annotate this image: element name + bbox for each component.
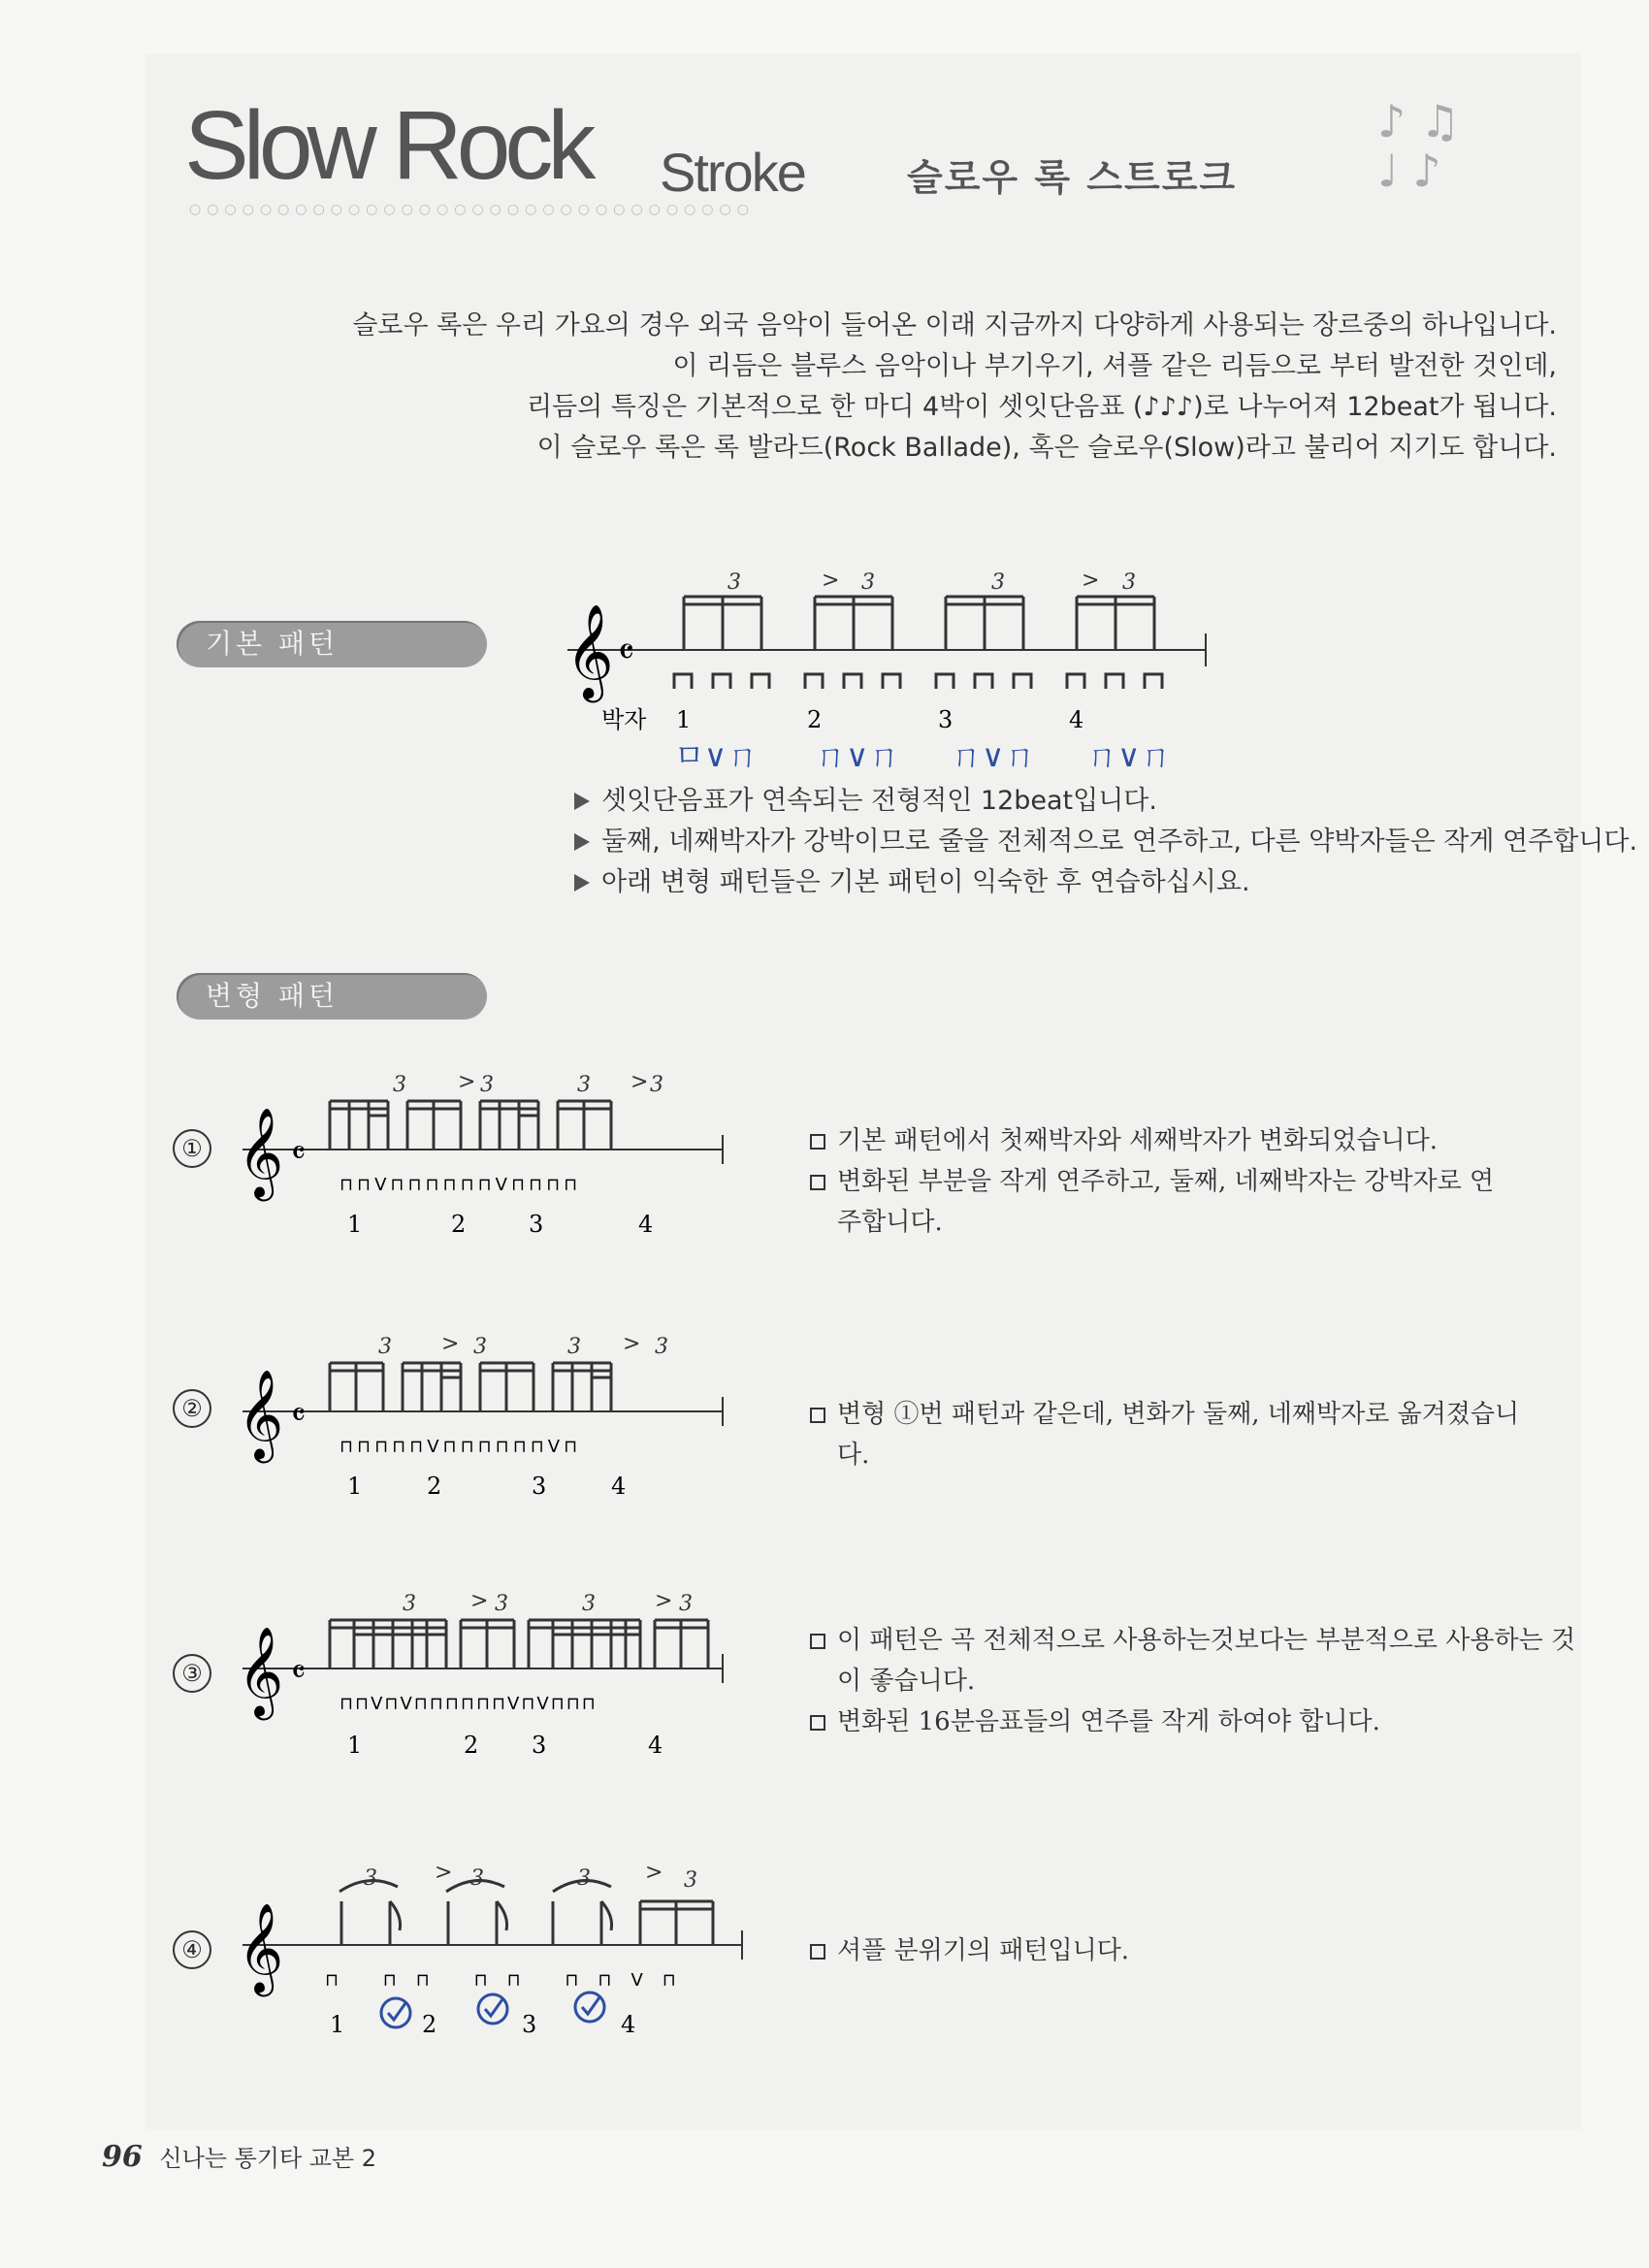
accent-mark: >: [645, 1861, 663, 1885]
basic-staff-svg: [558, 567, 1217, 776]
triplet-mark: 3: [393, 1073, 406, 1097]
pattern-4-notes: [810, 1930, 1489, 1971]
triplet-mark: 3: [567, 1335, 581, 1359]
accent-mark: >: [655, 1589, 673, 1613]
triplet-mark: 3: [473, 1335, 487, 1359]
common-time-icon: 𝄴: [291, 1396, 307, 1435]
accent-mark: >: [822, 568, 840, 593]
triplet-mark: 3: [650, 1073, 663, 1097]
triangle-bullet-icon: [574, 793, 590, 810]
triplet-mark: 3: [470, 1866, 484, 1891]
triplet-mark: 3: [378, 1335, 392, 1359]
beat-number: 3: [532, 1732, 547, 1759]
accent-mark: >: [623, 1332, 641, 1356]
checkbox-square-icon: [810, 1408, 825, 1423]
music-notes-icon: ♪ ♫ ♩ ♪: [1377, 95, 1461, 197]
triplet-mark: 3: [495, 1592, 508, 1616]
triplet-mark: 3: [728, 570, 741, 595]
intro-line: 이 슬로우 록은 록 발라드(Rock Ballade), 혹은 슬로우(Slow)라고 불리어 지기도 합니다.: [536, 433, 1557, 463]
triplet-groups: [684, 597, 1154, 650]
intro-line: 슬로우 록은 우리 가요의 경우 외국 음악이 들어온 이래 지금까지 다양하게 사용되는 장르중의 하나입니다.: [352, 310, 1557, 340]
page-subtitle: Stroke: [660, 142, 805, 203]
note-item: 변화된 부분을 작게 연주하고, 둘째, 네째박자는 강박자로 연주합니다.: [810, 1161, 1508, 1243]
treble-clef-icon: 𝄞: [238, 1902, 284, 1993]
beat-number: 3: [522, 2011, 537, 2038]
triangle-bullet-icon: [574, 874, 590, 891]
beat-number: 2: [807, 706, 823, 733]
triangle-bullet-icon: [574, 833, 590, 851]
bullet-item: 둘째, 네째박자가 강박이므로 줄을 전체적으로 연주하고, 다른 약박자들은 작게 연주합니다.: [574, 822, 1637, 862]
beat-number: 4: [611, 1473, 627, 1500]
beat-number: 3: [938, 706, 954, 733]
treble-clef-icon: 𝄞: [238, 1369, 284, 1459]
beat-number: 4: [621, 2011, 636, 2038]
beat-number: 1: [347, 1211, 363, 1238]
page-title-korean: 슬로우 록 스트로크: [907, 156, 1238, 199]
beat-number: 2: [422, 2011, 437, 2038]
bullet-item: 아래 변형 패턴들은 기본 패턴이 익숙한 후 연습하십시요.: [574, 862, 1637, 903]
beat-number: 2: [427, 1473, 442, 1500]
beat-number: 3: [532, 1473, 547, 1500]
accent-mark: >: [630, 1070, 649, 1094]
stroke-sequence: ⊓⊓V⊓V⊓⊓⊓⊓⊓⊓V⊓V⊓⊓⊓: [340, 1694, 598, 1714]
note-item: 이 패턴은 곡 전체적으로 사용하는것보다는 부분적으로 사용하는 것이 좋습니다.: [810, 1620, 1576, 1701]
treble-clef-icon: 𝄞: [238, 1107, 284, 1197]
note-item: 셔플 분위기의 패턴입니다.: [810, 1930, 1489, 1971]
handwritten-stroke: ㄇ∨ㄇ: [815, 737, 900, 774]
handwritten-stroke: ㄇ∨ㄇ: [1086, 737, 1172, 774]
beat-number: 1: [347, 1473, 363, 1500]
checkbox-square-icon: [810, 1134, 825, 1150]
intro-line: 이 리듬은 블루스 음악이나 부기우기, 셔플 같은 리듬으로 부터 발전한 것인데,: [672, 351, 1557, 381]
handwritten-stroke: ㅁ∨ㄇ: [674, 737, 759, 774]
beat-number: 1: [347, 1732, 363, 1759]
pattern-3-staff: [233, 1576, 737, 1770]
beat-number: 4: [1069, 706, 1084, 733]
triplet-mark: 3: [991, 570, 1005, 595]
pattern-3-notes: [810, 1620, 1576, 1742]
triplet-mark: 3: [655, 1335, 668, 1359]
downstroke-marks: [674, 674, 1162, 689]
beat-number: 2: [451, 1211, 467, 1238]
triplet-mark: 3: [684, 1868, 697, 1893]
note-item: 기본 패턴에서 첫째박자와 세째박자가 변화되었습니다.: [810, 1120, 1508, 1161]
beat-number: 4: [648, 1732, 663, 1759]
intro-text: [296, 306, 1557, 469]
pattern-1-notes: [810, 1120, 1508, 1243]
accent-mark: >: [435, 1861, 453, 1885]
triplet-mark: 3: [577, 1866, 591, 1891]
pattern-4-staff: [233, 1848, 757, 2071]
stroke-sequence: ⊓ ⊓⊓ ⊓⊓ ⊓⊓V⊓: [325, 1970, 695, 1991]
pattern-number: ①: [173, 1129, 211, 1168]
triplet-mark: 3: [582, 1592, 596, 1616]
checkbox-square-icon: [810, 1175, 825, 1190]
page-footer: [102, 2139, 376, 2174]
title-underline-decoration: ○○○○○○○○○○○○○○○○○○○○○○○○○○○○○○○○: [189, 202, 755, 217]
triplet-mark: 3: [480, 1073, 494, 1097]
page-title: Slow Rock: [184, 91, 591, 200]
basic-pattern-label: 기본 패턴: [177, 621, 487, 667]
pattern-number: ④: [173, 1930, 211, 1969]
basic-pattern-bullets: [574, 781, 1637, 903]
pattern-number: ③: [173, 1654, 211, 1693]
checkbox-square-icon: [810, 1944, 825, 1960]
triplet-mark: 3: [861, 570, 875, 595]
note-item: 변형 ①번 패턴과 같은데, 변화가 둘째, 네째박자로 옮겨졌습니다.: [810, 1394, 1547, 1475]
stroke-sequence: ⊓⊓V⊓⊓⊓⊓⊓⊓V⊓⊓⊓⊓: [340, 1175, 582, 1195]
beat-number: 1: [676, 706, 692, 733]
basic-rhythm-staff: [558, 567, 1217, 776]
handwritten-stroke: ㄇ∨ㄇ: [951, 737, 1036, 774]
check-circle-icon: [478, 1994, 507, 2024]
accent-mark: >: [441, 1332, 460, 1356]
beat-number: 3: [529, 1211, 544, 1238]
common-time-icon: 𝄴: [291, 1653, 307, 1692]
accent-mark: >: [1082, 568, 1100, 593]
common-time-icon: 𝄴: [291, 1134, 307, 1173]
pattern-1-staff: [233, 1057, 737, 1251]
pattern-number: ②: [173, 1389, 211, 1428]
treble-clef-icon: 𝄞: [566, 603, 614, 698]
variant-pattern-label: 변형 패턴: [177, 973, 487, 1020]
intro-line: 리듬의 특징은 기본적으로 한 마디 4박이 셋잇단음표 (♪♪♪)로 나누어져 12beat가 됩니다.: [526, 392, 1557, 422]
pattern-2-staff: [233, 1319, 737, 1513]
check-circle-icon: [381, 1998, 410, 2027]
note-item: 변화된 16분음표들의 연주를 작게 하여야 합니다.: [810, 1701, 1576, 1742]
common-time-icon: 𝄴: [618, 631, 634, 673]
checkbox-square-icon: [810, 1715, 825, 1731]
triplet-mark: 3: [364, 1866, 377, 1891]
stroke-sequence: ⊓⊓⊓⊓⊓V⊓⊓⊓⊓⊓⊓V⊓: [340, 1437, 582, 1457]
pattern-2-notes: [810, 1394, 1547, 1475]
triplet-mark: 3: [403, 1592, 416, 1616]
check-circle-icon: [575, 1993, 604, 2022]
triplet-mark: 3: [679, 1592, 693, 1616]
treble-clef-icon: 𝄞: [238, 1626, 284, 1716]
triplet-mark: 3: [577, 1073, 591, 1097]
accent-mark: >: [470, 1589, 489, 1613]
beat-number: 2: [464, 1732, 479, 1759]
triplet-mark: 3: [1122, 570, 1136, 595]
checkbox-square-icon: [810, 1634, 825, 1649]
bullet-item: 셋잇단음표가 연속되는 전형적인 12beat입니다.: [574, 781, 1637, 822]
checkmark-icons: [381, 1993, 604, 2027]
beat-number: 1: [330, 2011, 345, 2038]
accent-mark: >: [458, 1070, 476, 1094]
book-title: 신나는 통기타 교본 2: [159, 2145, 377, 2172]
beat-number: 4: [638, 1211, 654, 1238]
page-number: 96: [102, 2140, 143, 2174]
beat-label: 박자: [601, 706, 647, 733]
